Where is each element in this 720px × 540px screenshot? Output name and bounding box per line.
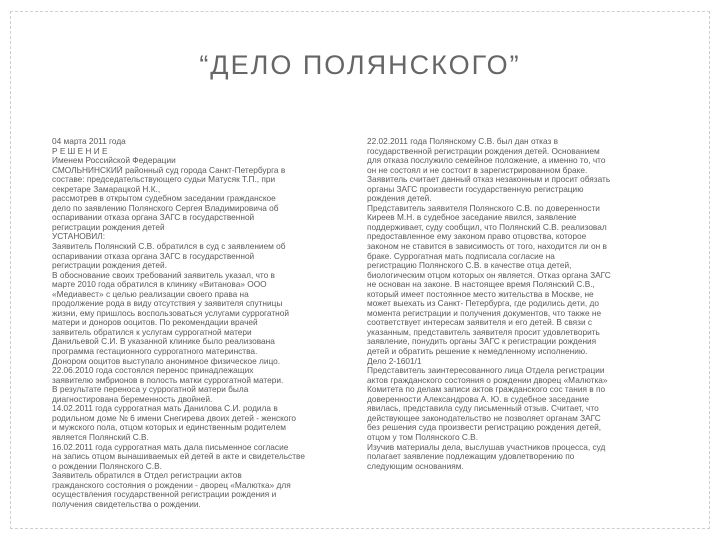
- text-line: законом не ставится в зависимость от того, находится ли он в: [367, 242, 607, 252]
- text-line: диагностирована беременность двойней.: [52, 394, 213, 404]
- text-line: 04 марта 2011 года: [52, 137, 126, 146]
- text-line: Именем Российской Федерации: [52, 156, 176, 166]
- text-line: Представитель заинтересованного лица Отдела регистрации: [367, 366, 605, 376]
- text-line: Киреев М.Н. в судебное заседание явился, заявление: [367, 213, 577, 223]
- text-line: регистрацию Полянского С.В. в качестве отца детей,: [367, 261, 572, 271]
- text-line: отцом у том Полянского С.В.: [367, 432, 478, 442]
- text-line: родильном доме № 6 имени Снегирева двоих детей - женского: [52, 413, 296, 423]
- text-line: СМОЛЬНИНСКИЙ районный суд города Санкт-Петербурга в: [52, 165, 286, 175]
- text-line: 22.02.2011 года Полянскому С.В. был дан отказ в: [367, 137, 559, 146]
- text-line: указанным, представитель заявителя просит удовлетворить: [367, 327, 600, 337]
- page-title: “ДЕЛО ПОЛЯНСКОГО”: [199, 50, 521, 80]
- text-line: актов гражданского состояния о рождении дворец «Малютка»: [367, 375, 608, 385]
- text-line: без решения суда произвести регистрацию рождения детей,: [367, 423, 602, 433]
- text-line: заявитель обратился к услугам суррогатной матери: [52, 327, 252, 337]
- left-text-column: [52, 137, 352, 509]
- text-line: оспаривании отказа органа ЗАГС в государственной: [52, 251, 255, 261]
- text-line: Данильевой С.И. В указанной клинике было реализована: [52, 337, 275, 347]
- text-line: Р Е Ш Е Н И Е: [52, 146, 108, 156]
- text-line: рассмотрев в открытом судебном заседании гражданское: [52, 194, 276, 204]
- text-line: Заявитель обратился в Отдел регистрации актов: [52, 471, 242, 481]
- text-line: составе: председательствующего судьи Матусяк Т.П., при: [52, 175, 276, 185]
- text-line: является Полянский С.В.: [52, 432, 149, 442]
- text-line: явилась, представила суду письменный отзыв. Считает, что: [367, 404, 599, 414]
- text-line: В результате переноса у суррогатной матери была: [52, 385, 249, 395]
- text-line: рождения детей.: [367, 194, 432, 204]
- text-line: о рождении Полянского С.В.: [52, 461, 162, 471]
- text-line: Заявитель считает данный отказ незаконным и просит обязать: [367, 175, 611, 185]
- text-line: 14.02.2011 года суррогатная мать Данилова С.И. родила в: [52, 404, 278, 414]
- text-line: доверенности Александрова А. Ю. в судебное заседание: [367, 394, 590, 404]
- text-line: заявление, понудить органы ЗАГС к регистрации рождения: [367, 337, 597, 347]
- text-line: на запись отцом вынашиваемых ей детей в акте и свидетельстве: [52, 452, 305, 462]
- text-line: регистрации рождения детей.: [52, 261, 167, 271]
- text-line: оспаривании отказа органа ЗАГС в государственной: [52, 213, 255, 223]
- text-line: Изучив материалы дела, выслушав участников процесса, суд: [367, 442, 606, 452]
- text-line: браке. Суррогатная мать подписала согласие на: [367, 251, 555, 261]
- text-line: матери и доноров ооцитов. По рекомендации врачей: [52, 318, 258, 328]
- text-line: может выехать из Санкт- Петербурга, где родились дети, до: [367, 299, 599, 309]
- text-line: регистрации рождения детей: [52, 222, 165, 232]
- text-line: органы ЗАГС произвести государственную регистрацию: [367, 184, 584, 194]
- text-line: следующим основаниям.: [367, 461, 464, 471]
- text-line: программа гестационного суррогатного материнства.: [52, 347, 258, 357]
- text-line: продолжение рода в виду отсутствия у заявителя спутницы: [52, 299, 283, 309]
- text-line: Заявитель Полянский С.В. обратился в суд с заявлением об: [52, 242, 286, 252]
- text-line: УСТАНОВИЛ:: [52, 232, 106, 242]
- text-line: осуществления государственной регистрации рождения и: [52, 490, 277, 500]
- text-line: он не состоял и не состоит в зарегистрированном браке.: [367, 165, 588, 175]
- text-line: Представитель заявителя Полянского С.В. по доверенности: [367, 203, 600, 213]
- text-line: биологическим отцом которых он является. Отказ органа ЗАГС: [367, 270, 611, 280]
- text-line: В обоснование своих требований заявитель указал, что в: [52, 270, 275, 280]
- text-line: не основан на законе. В настоящее время Полянский С.В.,: [367, 280, 595, 290]
- text-line: Дело 2-1601/1: [367, 356, 422, 366]
- text-line: момента регистрации и получения документов, что также не: [367, 308, 602, 318]
- text-line: поддерживает, суду сообщил, что Полянский С.В. реализовал: [367, 222, 607, 232]
- text-line: секретаре Замарацкой Н.К.,: [52, 184, 161, 194]
- text-line: соответствует интересам заявителя и его детей. В связи с: [367, 318, 593, 328]
- text-line: получения свидетельства о рождении.: [52, 499, 201, 509]
- text-line: гражданского состояния о рождении - дворец «Малютка» для: [52, 480, 291, 490]
- text-line: Донором ооцитов выступало анонимное физическое лицо.: [52, 356, 281, 366]
- text-line: 16.02.2011 года суррогатная мать дала письменное согласие: [52, 442, 289, 452]
- text-line: дело по заявлению Полянского Сергея Владимировича об: [52, 203, 279, 213]
- text-line: марте 2010 года обратился в клинику «Витанова» ООО: [52, 280, 267, 290]
- text-line: 22.06.2010 года состоялся перенос принадлежащих: [52, 366, 254, 376]
- right-text-column: [367, 137, 677, 471]
- text-line: заявителю эмбрионов в полость матки суррогатной матери.: [52, 375, 284, 385]
- text-line: «Медиавест» с целью реализации своего права на: [52, 289, 249, 299]
- text-line: детей и обратить решение к немедленному исполнению.: [367, 347, 588, 357]
- text-line: который имеет постоянное место жительства в Москве, не: [367, 289, 594, 299]
- text-line: действующее законодательство не позволяет органам ЗАГС: [367, 413, 601, 423]
- text-line: предоставленное ему законом право отцовства, которое: [367, 232, 587, 242]
- text-line: для отказа послужило семейное положение, а именно то, что: [367, 156, 606, 166]
- text-line: Комитета по делам записи актов гражданского сос тания в по: [367, 385, 606, 395]
- text-line: жизни, ему пришлось воспользоваться услугами суррогатной: [52, 308, 289, 318]
- text-line: полагает заявление подлежащим удовлетворению по: [367, 452, 575, 462]
- text-line: и мужского пола, отцом которых и единственным родителем: [52, 423, 286, 433]
- text-line: государственной регистрации рождения детей. Основанием: [367, 146, 600, 156]
